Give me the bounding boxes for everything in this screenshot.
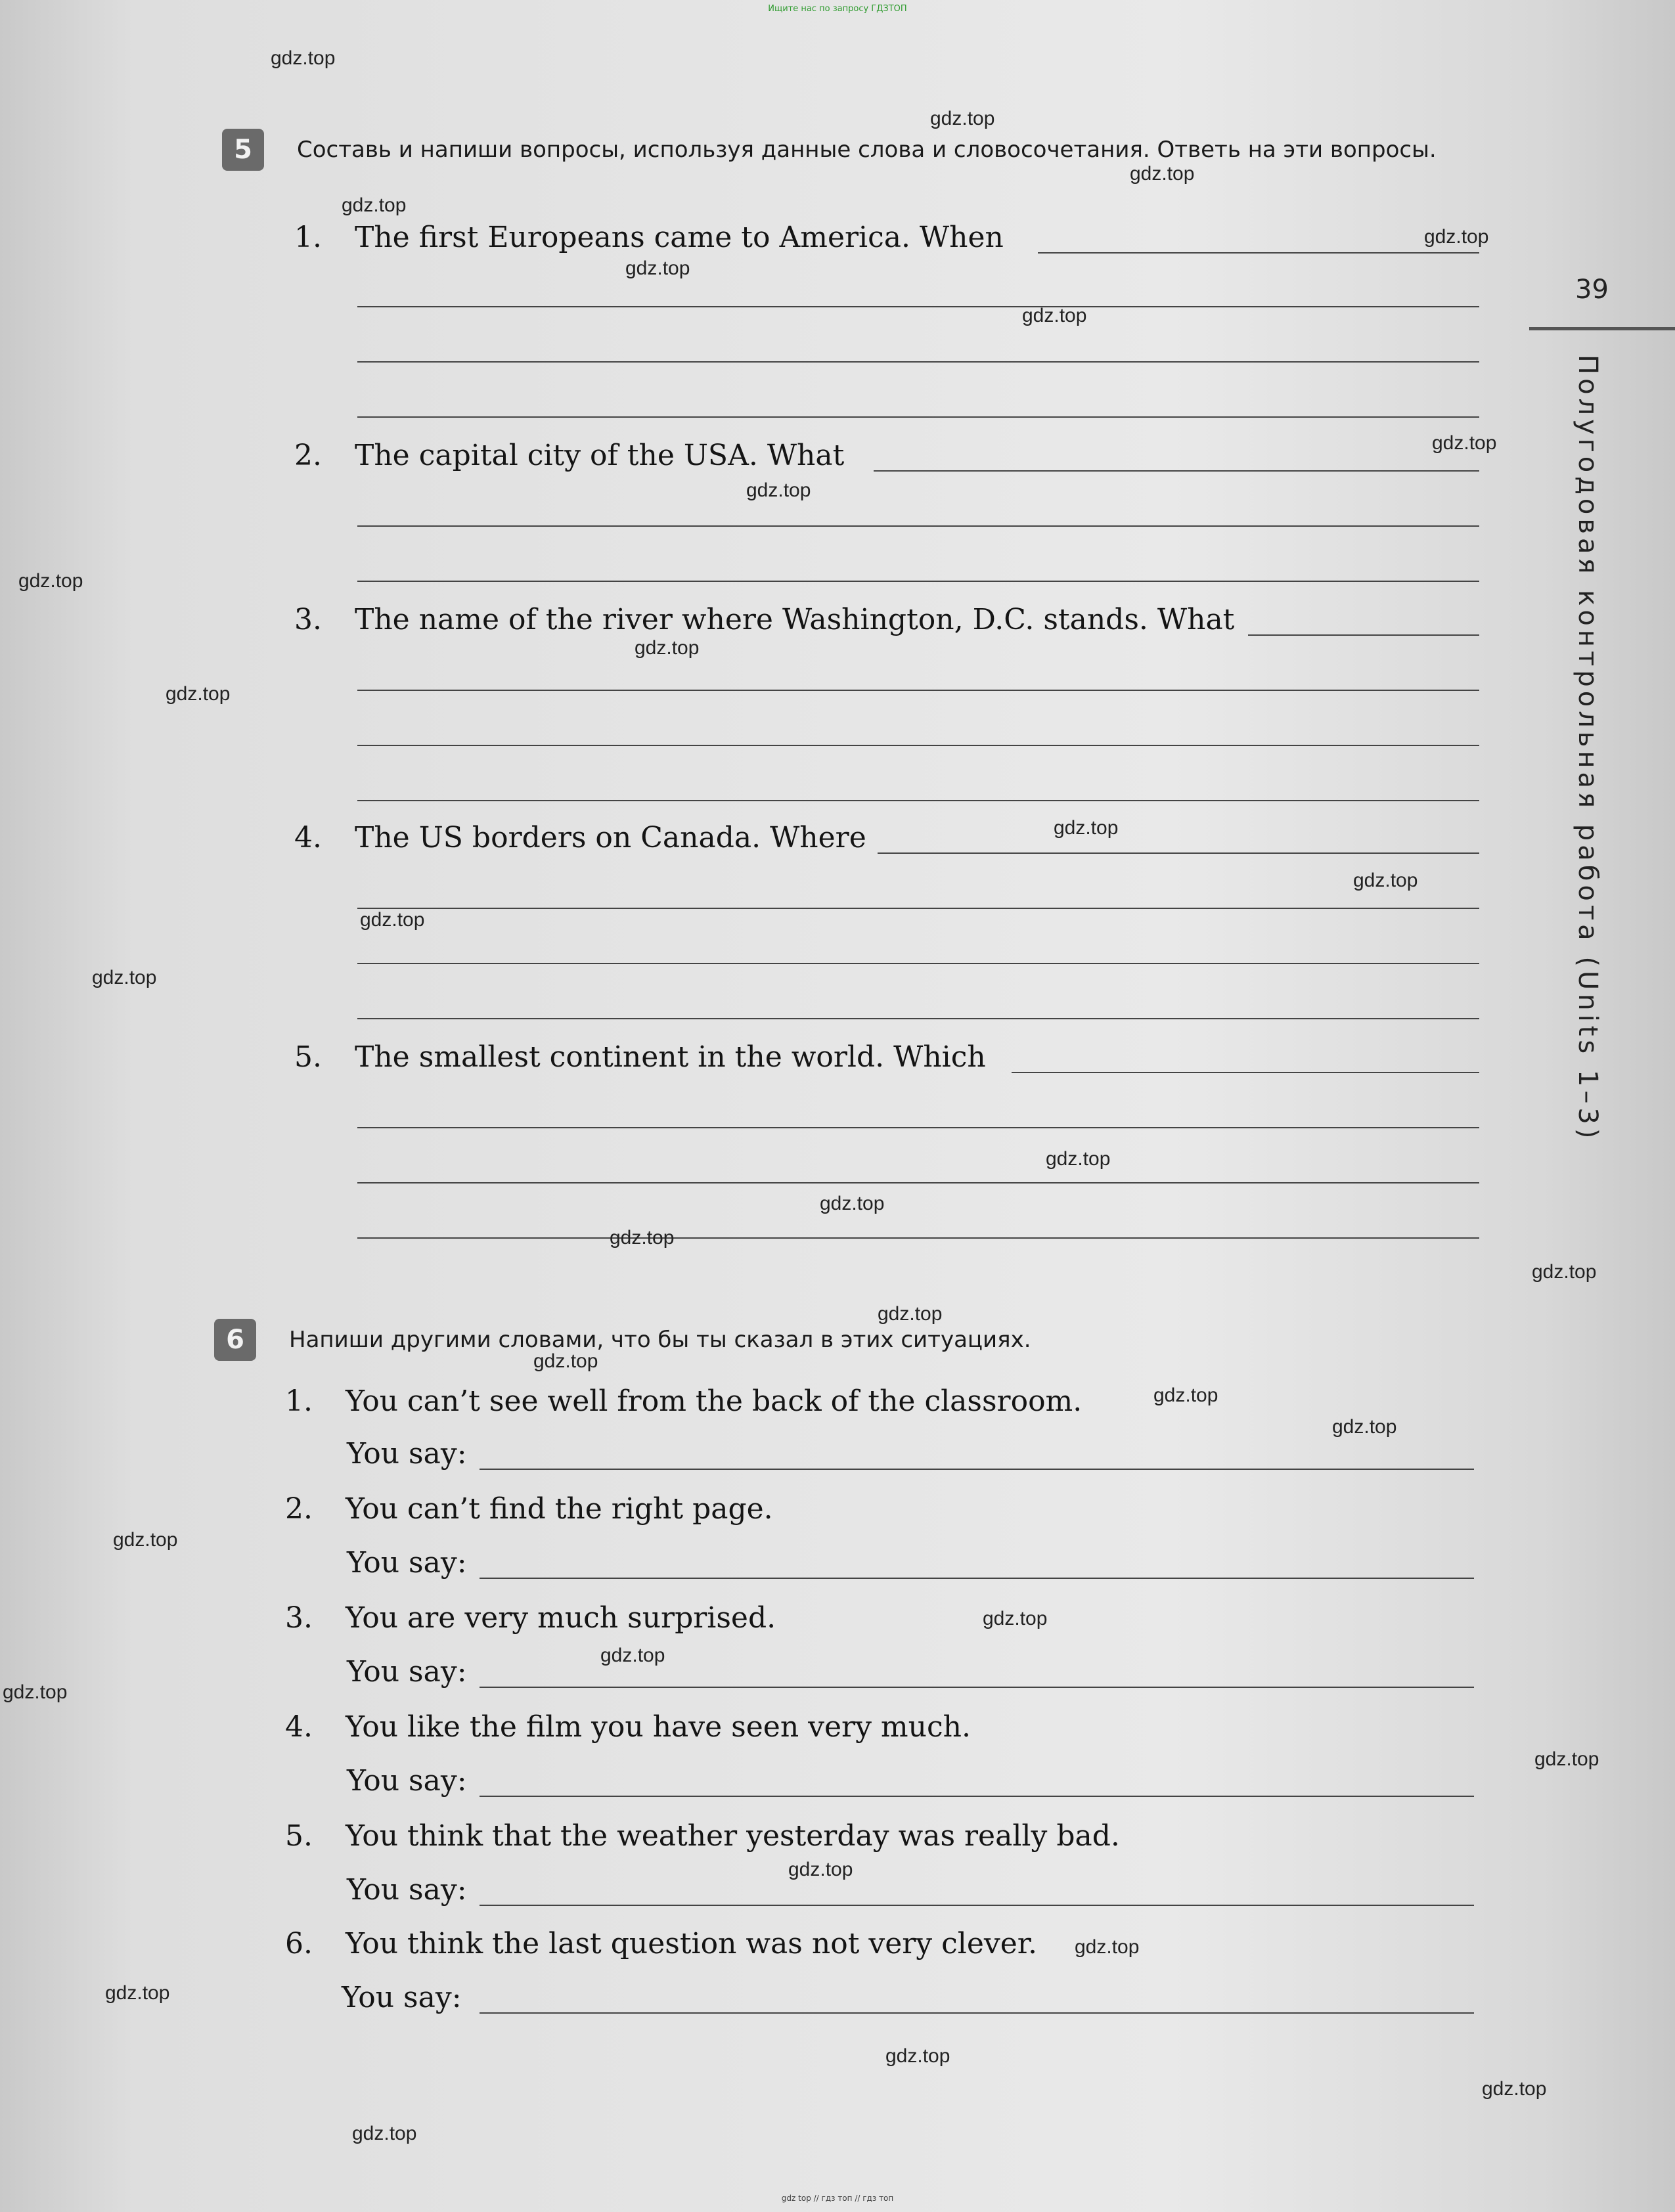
watermark: gdz.top [610,1227,675,1249]
ex5-answer-line[interactable] [357,1182,1479,1183]
watermark: gdz.top [1022,305,1087,326]
watermark: gdz.top [1424,226,1489,248]
watermark: gdz.top [1153,1384,1218,1406]
ex5-answer-line[interactable] [357,581,1479,582]
ex5-question-3: 3. The name of the river where Washington, D.C. stands. What [294,603,1235,636]
watermark: gdz.top [878,1303,943,1325]
ex5-answer-line[interactable] [357,690,1479,691]
ex6-situation-1: 1. You can’t see well from the back of the classroom. [285,1384,1083,1418]
watermark: gdz.top [1046,1148,1111,1170]
ex6-situation-3: 3. You are very much surprised. [285,1601,776,1635]
watermark: gdz.top [352,2123,417,2144]
top-note: Ищите нас по запросу ГДЗТОП [768,4,907,14]
ex5-answer-line[interactable] [357,306,1479,307]
ex6-situation-4: 4. You like the film you have seen very much. [285,1710,971,1744]
ex5-answer-line[interactable] [1012,1072,1479,1073]
watermark: gdz.top [1353,870,1418,891]
ex5-answer-line[interactable] [357,361,1479,363]
watermark: gdz.top [788,1859,853,1880]
watermark: gdz.top [3,1681,68,1703]
ex6-you-say-label: You say: [347,1546,467,1580]
exercise-6-badge: 6 [214,1319,256,1361]
watermark: gdz.top [113,1529,178,1551]
ex5-answer-line[interactable] [357,1018,1479,1019]
watermark: gdz.top [1532,1261,1597,1283]
watermark: gdz.top [1054,817,1119,839]
watermark: gdz.top [105,1982,170,2004]
ex5-answer-line[interactable] [357,1127,1479,1128]
side-title: Полугодовая контрольная работа (Units 1–3) [1573,355,1603,1143]
ex5-question-2: 2. The capital city of the USA. What [294,439,845,472]
side-divider [1529,327,1675,330]
ex5-answer-line[interactable] [1248,634,1479,636]
watermark: gdz.top [820,1193,885,1214]
ex6-you-say-label: You say: [347,1437,467,1471]
ex6-situation-6: 6. You think the last question was not very clever. [285,1927,1037,1960]
watermark: gdz.top [271,47,336,69]
ex5-question-4: 4. The US borders on Canada. Where [294,821,866,854]
watermark: gdz.top [930,108,995,129]
watermark: gdz.top [92,967,157,988]
ex6-answer-line[interactable] [480,1469,1474,1470]
ex5-answer-line[interactable] [357,416,1479,418]
exercise-6-instruction: Напиши другими словами, что бы ты сказал в этих ситуациях. [289,1327,1031,1353]
ex5-answer-line[interactable] [1038,252,1479,254]
watermark: gdz.top [342,194,407,216]
watermark: gdz.top [625,257,690,279]
ex6-answer-line[interactable] [480,1796,1474,1797]
ex5-answer-line[interactable] [357,908,1479,909]
ex5-answer-line[interactable] [874,470,1479,472]
page-number: 39 [1575,275,1609,305]
watermark: gdz.top [746,479,811,501]
watermark: gdz.top [18,570,83,592]
watermark: gdz.top [1482,2078,1547,2100]
exercise-5-badge: 5 [222,129,264,171]
watermark: gdz.top [1432,432,1497,454]
ex6-you-say-label: You say: [347,1873,467,1907]
ex5-answer-line[interactable] [357,963,1479,964]
watermark: gdz.top [885,2045,950,2067]
watermark: gdz.top [1130,163,1195,185]
watermark: gdz.top [600,1645,665,1666]
bottom-note: gdz top // гдз топ // гдз топ [781,2194,894,2203]
ex6-situation-2: 2. You can’t find the right page. [285,1492,773,1526]
watermark: gdz.top [983,1608,1048,1629]
ex6-answer-line[interactable] [480,1578,1474,1579]
exercise-5-instruction: Составь и напиши вопросы, используя данные слова и словосочетания. Ответь на эти вопросы. [297,137,1437,163]
watermark: gdz.top [166,683,231,705]
ex5-question-5: 5. The smallest continent in the world. Which [294,1040,986,1074]
ex6-answer-line[interactable] [480,1905,1474,1906]
watermark: gdz.top [635,637,700,659]
ex5-answer-line[interactable] [357,800,1479,801]
watermark: gdz.top [360,909,425,931]
ex5-question-1: 1. The first Europeans came to America. When [294,221,1004,254]
ex5-answer-line[interactable] [357,1237,1479,1239]
watermark: gdz.top [1332,1416,1397,1438]
ex6-answer-line[interactable] [480,2012,1474,2014]
ex5-answer-line[interactable] [878,852,1479,854]
ex6-answer-line[interactable] [480,1687,1474,1688]
ex5-answer-line[interactable] [357,525,1479,527]
ex6-situation-5: 5. You think that the weather yesterday was really bad. [285,1819,1120,1853]
watermark: gdz.top [533,1350,598,1372]
watermark: gdz.top [1534,1748,1599,1770]
watermark: gdz.top [1075,1936,1140,1958]
ex6-you-say-label: You say: [342,1981,462,2014]
ex5-answer-line[interactable] [357,745,1479,746]
ex6-you-say-label: You say: [347,1655,467,1689]
ex6-you-say-label: You say: [347,1764,467,1798]
